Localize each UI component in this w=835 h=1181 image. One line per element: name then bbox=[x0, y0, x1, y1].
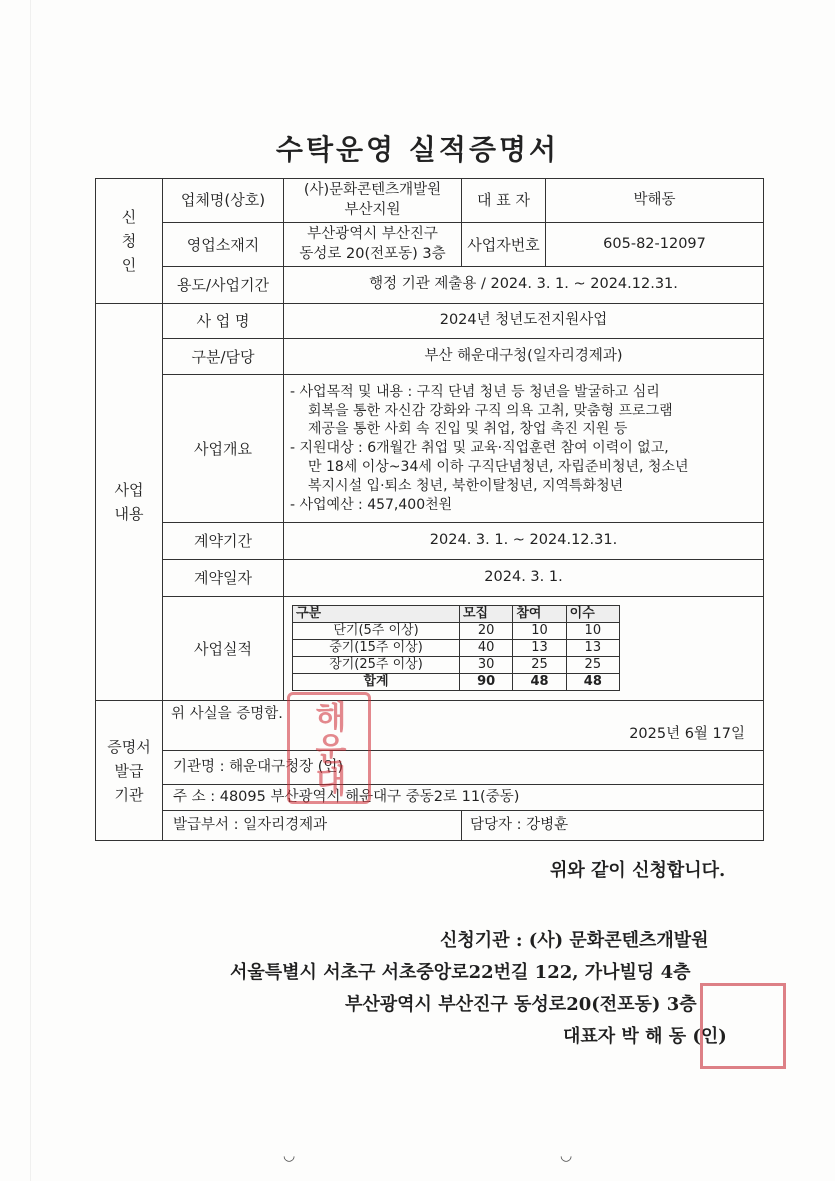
scan-fold-line bbox=[30, 0, 31, 1181]
location-value: 부산광역시 부산진구 동성로 20(전포동) 3층 bbox=[284, 223, 462, 267]
business-section-label: 사업 내용 bbox=[96, 304, 163, 701]
perf-header: 이수 bbox=[566, 605, 619, 622]
business-overview bbox=[284, 375, 764, 523]
overview-line: 만 18세 이상~34세 이하 구직단념청년, 자립준비청년, 청소년 bbox=[308, 459, 689, 476]
issuer-address: 주 소 : 48095 부산광역시 해운대구 중동2로 11(중동) bbox=[163, 785, 764, 811]
contract-date-value: 2024. 3. 1. bbox=[284, 560, 764, 597]
overview-line: - 사업예산 : 457,400천원 bbox=[290, 496, 453, 513]
binding-mark: ◡ bbox=[560, 1148, 573, 1164]
table-row: 장기(25주 이상) 30 25 25 bbox=[293, 656, 620, 673]
officer-in-charge: 담당자 : 강병훈 bbox=[462, 811, 764, 841]
certification-statement-cell bbox=[163, 701, 764, 751]
certificate-table bbox=[95, 178, 764, 841]
perf-header: 구분 bbox=[293, 605, 460, 622]
overview-line: - 지원대상 : 6개월간 취업 및 교육·직업훈련 참여 이력이 없고, bbox=[290, 440, 669, 457]
representative-value: 박해동 bbox=[546, 179, 764, 223]
location-label: 영업소재지 bbox=[163, 223, 284, 267]
total-row: 합계 90 48 48 bbox=[293, 673, 620, 690]
representative-label: 대 표 자 bbox=[462, 179, 546, 223]
business-number-value: 605-82-12097 bbox=[546, 223, 764, 267]
certification-date: 2025년 6월 17일 bbox=[629, 725, 746, 742]
applicant-address-busan: 부산광역시 부산진구 동성로20(전포동) 3층 bbox=[345, 994, 697, 1015]
performance-cell bbox=[284, 597, 764, 701]
purpose-value: 행정 기관 제출용 / 2024. 3. 1. ~ 2024.12.31. bbox=[284, 267, 764, 304]
division-value: 부산 해운대구청(일자리경제과) bbox=[284, 339, 764, 375]
certification-section-label: 증명서 발급 기관 bbox=[96, 701, 163, 841]
overview-label: 사업개요 bbox=[163, 375, 284, 523]
applicant-address-seoul: 서울특별시 서초구 서초중앙로22번길 122, 가나빌딩 4층 bbox=[230, 962, 691, 983]
contract-period-value: 2024. 3. 1. ~ 2024.12.31. bbox=[284, 523, 764, 560]
company-label: 업체명(상호) bbox=[163, 179, 284, 223]
overview-line: 제공을 통한 사회 속 진입 및 취업, 창업 촉진 지원 등 bbox=[308, 421, 628, 438]
contract-period-label: 계약기간 bbox=[163, 523, 284, 560]
official-seal-stamp: 해운대 bbox=[287, 692, 371, 804]
document-title: 수탁운영 실적증명서 bbox=[275, 133, 560, 166]
applicant-section-label: 신 청 인 bbox=[96, 179, 163, 304]
perf-header: 참여 bbox=[513, 605, 566, 622]
company-value: (사)문화콘텐츠개발원 부산지원 bbox=[284, 179, 462, 223]
overview-line: 회복을 통한 자신감 강화와 구직 의욕 고취, 맞춤형 프로그램 bbox=[308, 402, 673, 419]
perf-header: 모집 bbox=[460, 605, 513, 622]
purpose-label: 용도/사업기간 bbox=[163, 267, 284, 304]
applicant-organization: 신청기관 : (사) 문화콘텐츠개발원 bbox=[440, 930, 709, 951]
company-seal-stamp bbox=[700, 983, 786, 1069]
division-label: 구분/담당 bbox=[163, 339, 284, 375]
performance-table bbox=[292, 605, 620, 691]
certification-statement: 위 사실을 증명함. bbox=[171, 706, 283, 723]
business-number-label: 사업자번호 bbox=[462, 223, 546, 267]
overview-line: 복지시설 입·퇴소 청년, 북한이탈청년, 지역특화청년 bbox=[308, 478, 624, 495]
table-row: 중기(15주 이상) 40 13 13 bbox=[293, 639, 620, 656]
contract-date-label: 계약일자 bbox=[163, 560, 284, 597]
table-row: 단기(5주 이상) 20 10 10 bbox=[293, 622, 620, 639]
issuing-department: 발급부서 : 일자리경제과 bbox=[163, 811, 462, 841]
business-name-value: 2024년 청년도전지원사업 bbox=[284, 304, 764, 339]
performance-label: 사업실적 bbox=[163, 597, 284, 701]
representative-signature: 대표자 박 해 동 (인) bbox=[563, 1026, 727, 1047]
request-statement: 위와 같이 신청합니다. bbox=[550, 860, 726, 881]
overview-line: - 사업목적 및 내용 : 구직 단념 청년 등 청년을 발굴하고 심리 bbox=[290, 383, 660, 400]
binding-mark: ◡ bbox=[283, 1148, 296, 1164]
business-name-label: 사 업 명 bbox=[163, 304, 284, 339]
issuer: 기관명 : 해운대구청장 (인) bbox=[163, 751, 764, 785]
